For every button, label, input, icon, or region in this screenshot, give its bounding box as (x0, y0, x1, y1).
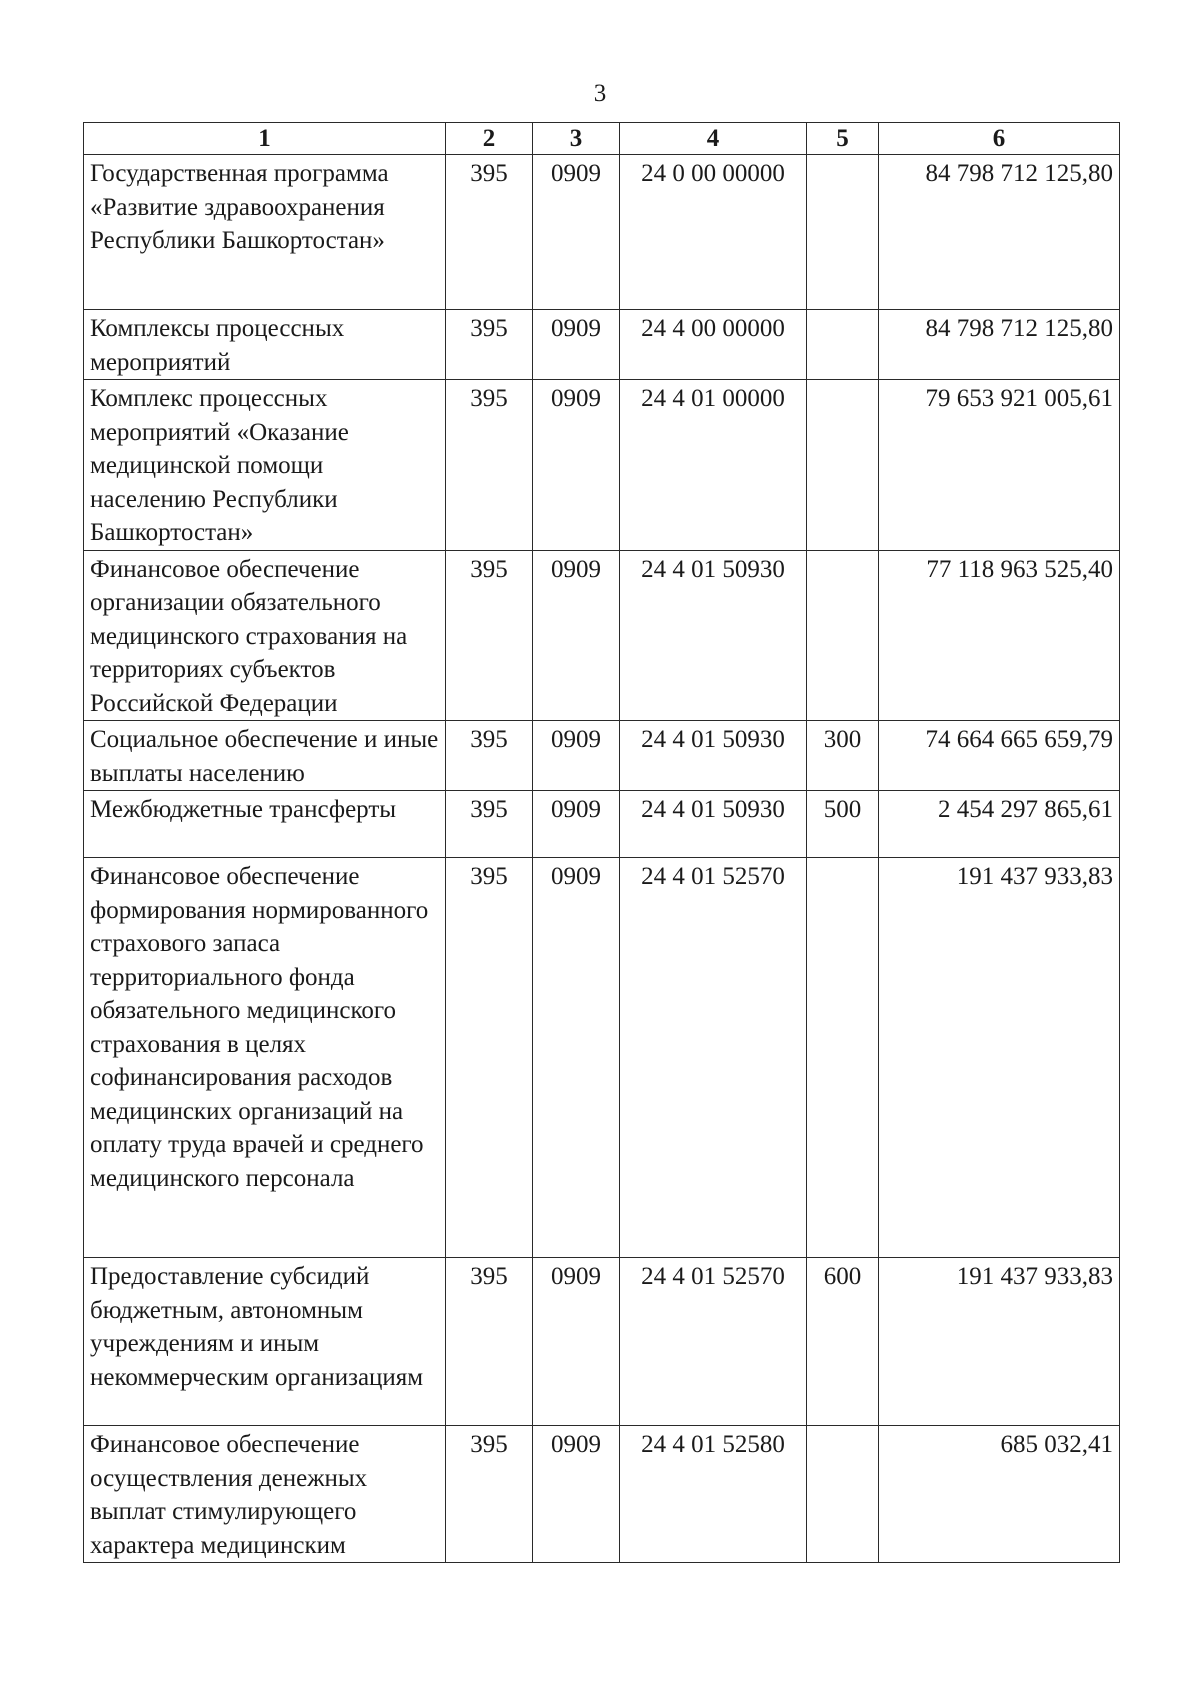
row-code-3: 0909 (533, 791, 620, 858)
row-code-2: 395 (446, 155, 533, 310)
row-code-4: 24 4 01 52580 (620, 1426, 807, 1563)
row-code-3: 0909 (533, 550, 620, 721)
row-code-3: 0909 (533, 721, 620, 791)
row-code-3: 0909 (533, 1258, 620, 1426)
column-header-1: 1 (84, 123, 446, 155)
table-row (84, 310, 1120, 380)
row-code-2: 395 (446, 1426, 533, 1563)
row-amount: 2 454 297 865,61 (879, 791, 1120, 858)
row-code-5 (807, 550, 879, 721)
row-code-5 (807, 858, 879, 1258)
row-code-4: 24 4 00 00000 (620, 310, 807, 380)
table-row (84, 858, 1120, 1258)
column-header-6: 6 (879, 123, 1120, 155)
row-code-3: 0909 (533, 380, 620, 551)
row-code-5: 500 (807, 791, 879, 858)
row-amount: 191 437 933,83 (879, 1258, 1120, 1426)
column-header-4: 4 (620, 123, 807, 155)
budget-table (83, 122, 1120, 1563)
row-code-5 (807, 380, 879, 551)
row-code-2: 395 (446, 721, 533, 791)
row-code-3: 0909 (533, 155, 620, 310)
row-name: Социальное обеспечение и иные выплаты населению (84, 721, 446, 791)
row-amount: 74 664 665 659,79 (879, 721, 1120, 791)
row-code-4: 24 4 01 50930 (620, 721, 807, 791)
row-name: Комплекс процессных мероприятий «Оказание медицинской помощи населению Республики Башкортостан» (84, 380, 446, 551)
row-code-3: 0909 (533, 310, 620, 380)
row-name: Государственная программа «Развитие здравоохранения Республики Башкортостан» (84, 155, 446, 310)
row-code-2: 395 (446, 310, 533, 380)
row-code-4: 24 4 01 52570 (620, 858, 807, 1258)
row-amount: 77 118 963 525,40 (879, 550, 1120, 721)
column-header-3: 3 (533, 123, 620, 155)
row-code-2: 395 (446, 380, 533, 551)
header-row (84, 123, 1120, 155)
row-amount: 84 798 712 125,80 (879, 155, 1120, 310)
row-name: Комплексы процессных мероприятий (84, 310, 446, 380)
row-code-2: 395 (446, 550, 533, 721)
table-row (84, 380, 1120, 551)
table-row (84, 791, 1120, 858)
row-code-5: 600 (807, 1258, 879, 1426)
row-name: Финансовое обеспечение осуществления денежных выплат стимулирующего характера медицинским (84, 1426, 446, 1563)
table-row (84, 550, 1120, 721)
row-name: Предоставление субсидий бюджетным, автономным учреждениям и иным некоммерческим организациям (84, 1258, 446, 1426)
row-code-5 (807, 310, 879, 380)
row-code-4: 24 4 01 52570 (620, 1258, 807, 1426)
row-amount: 685 032,41 (879, 1426, 1120, 1563)
table-row (84, 1426, 1120, 1563)
row-name: Межбюджетные трансферты (84, 791, 446, 858)
table-row (84, 155, 1120, 310)
row-code-5: 300 (807, 721, 879, 791)
row-name: Финансовое обеспечение организации обязательного медицинского страхования на территориях субъектов Российской Федерации (84, 550, 446, 721)
column-header-5: 5 (807, 123, 879, 155)
page-number: 3 (593, 80, 607, 107)
row-code-3: 0909 (533, 858, 620, 1258)
row-code-5 (807, 1426, 879, 1563)
row-amount: 191 437 933,83 (879, 858, 1120, 1258)
row-code-2: 395 (446, 858, 533, 1258)
row-code-4: 24 4 01 00000 (620, 380, 807, 551)
row-code-4: 24 4 01 50930 (620, 791, 807, 858)
table-row (84, 1258, 1120, 1426)
row-amount: 84 798 712 125,80 (879, 310, 1120, 380)
row-name: Финансовое обеспечение формирования нормированного страхового запаса территориального фонда обязательного медицинского страхования в целях софинансирования расходов медицинских организаций на оплату труда врачей и среднего медицинского персонала (84, 858, 446, 1258)
row-code-4: 24 4 01 50930 (620, 550, 807, 721)
table-row (84, 721, 1120, 791)
row-code-5 (807, 155, 879, 310)
column-header-2: 2 (446, 123, 533, 155)
row-code-2: 395 (446, 1258, 533, 1426)
row-code-2: 395 (446, 791, 533, 858)
row-code-3: 0909 (533, 1426, 620, 1563)
row-amount: 79 653 921 005,61 (879, 380, 1120, 551)
row-code-4: 24 0 00 00000 (620, 155, 807, 310)
